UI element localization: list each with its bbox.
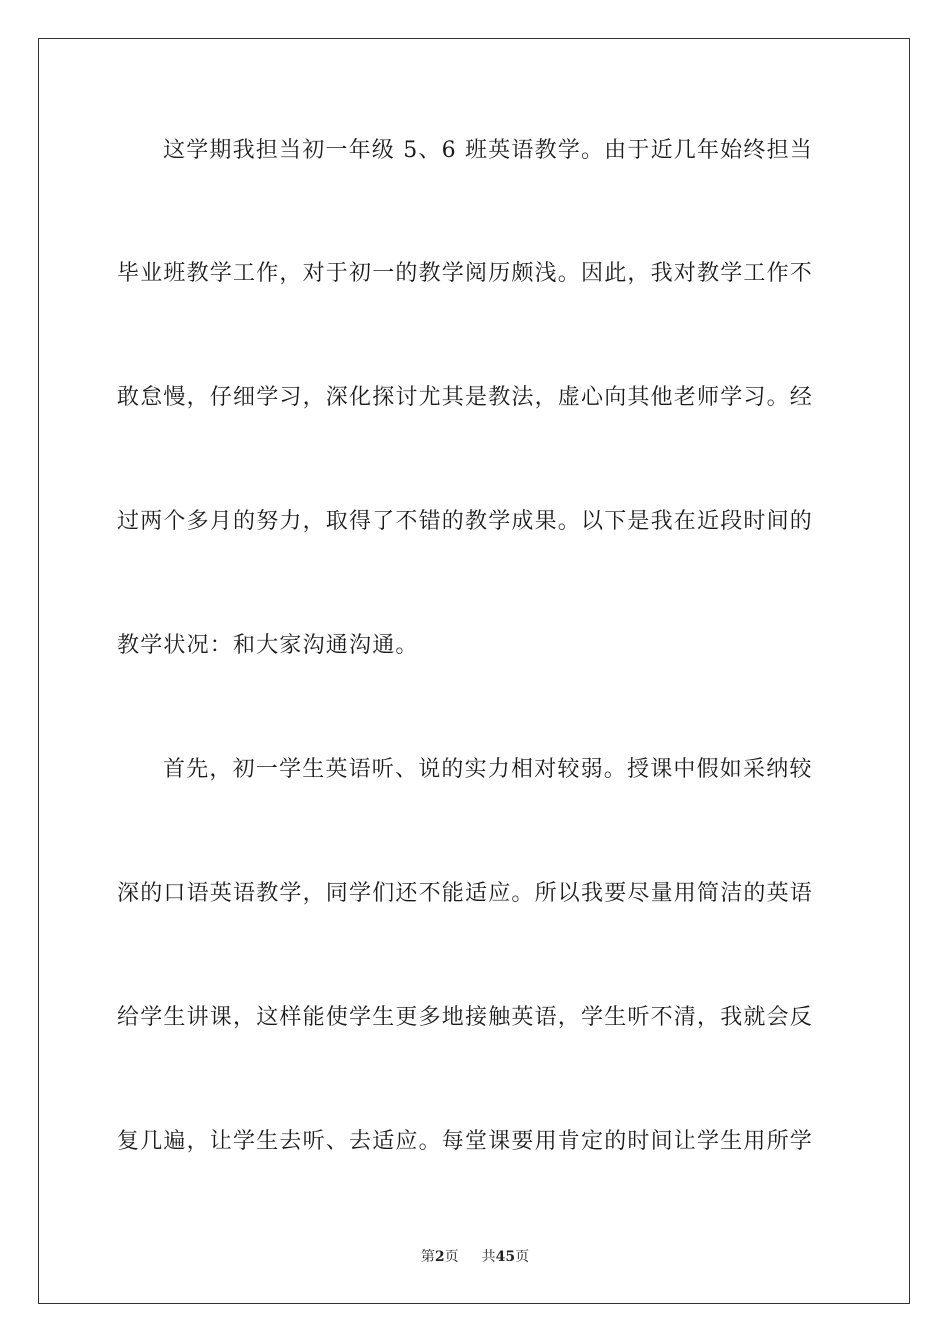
total-prefix: 共 bbox=[481, 1249, 496, 1265]
text-line: 毕业班教学工作，对于初一的教学阅历颇浅。因此，我对教学工作不 bbox=[117, 261, 814, 286]
page-footer bbox=[0, 1248, 950, 1266]
text-line: 教学状况：和大家沟通沟通。 bbox=[117, 633, 419, 658]
text-line: 深的口语英语教学，同学们还不能适应。所以我要尽量用简洁的英语 bbox=[117, 881, 814, 906]
page-suffix: 页 bbox=[444, 1249, 459, 1265]
text-line: 这学期我担当初一年级 5、6 班英语教学。由于近几年始终担当 bbox=[163, 138, 813, 163]
total-suffix: 页 bbox=[515, 1249, 530, 1265]
page-border bbox=[38, 38, 910, 1304]
page-indicator bbox=[421, 1248, 459, 1266]
total-pages: 45 bbox=[495, 1249, 516, 1265]
text-line: 首先，初一学生英语听、说的实力相对较弱。授课中假如采纳较 bbox=[163, 757, 813, 782]
text-line: 过两个多月的努力，取得了不错的教学成果。以下是我在近段时间的 bbox=[117, 509, 814, 534]
text-line: 敢怠慢，仔细学习，深化探讨尤其是教法，虚心向其他老师学习。经 bbox=[117, 385, 814, 410]
total-pages-indicator bbox=[482, 1248, 529, 1266]
page-number: 2 bbox=[434, 1249, 445, 1265]
page-prefix: 第 bbox=[420, 1249, 435, 1265]
text-line: 复几遍，让学生去听、去适应。每堂课要用肯定的时间让学生用所学 bbox=[117, 1129, 814, 1154]
text-line: 给学生讲课，这样能使学生更多地接触英语，学生听不清，我就会反 bbox=[117, 1005, 814, 1030]
